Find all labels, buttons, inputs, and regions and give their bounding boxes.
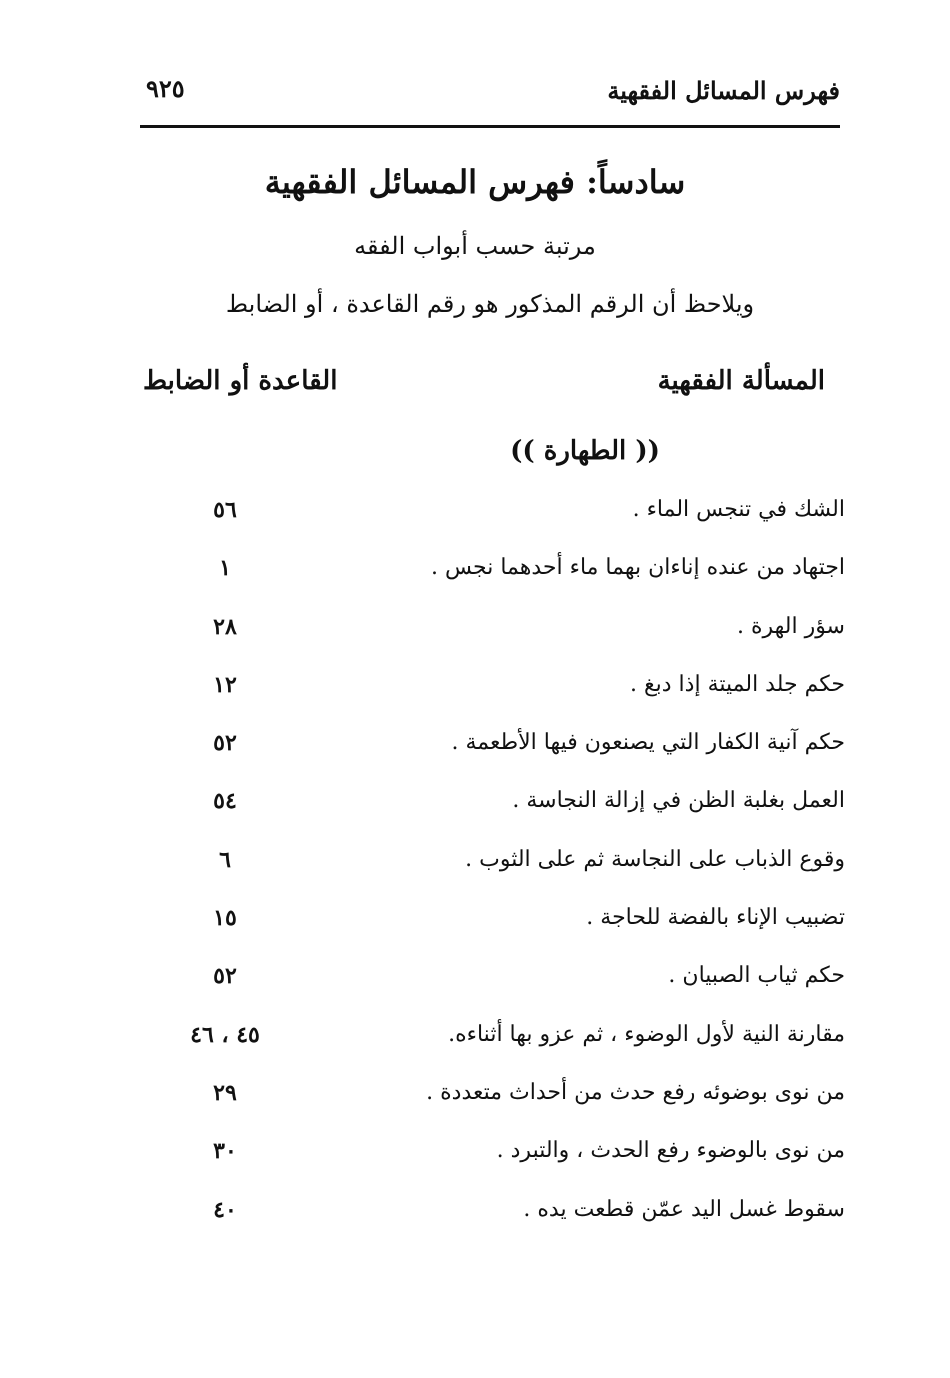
section-note: ويلاحظ أن الرقم المذكور هو رقم القاعدة ، أو الضابط [225, 290, 755, 318]
entry-rule-number: ٥٦ [213, 497, 237, 523]
index-entry-row [140, 610, 845, 668]
column-header-rule: القاعدة أو الضابط [143, 366, 338, 396]
entry-rule-number: ٥٢ [213, 730, 237, 757]
entry-rule-number: ١ [219, 555, 231, 582]
chapter-heading: (( الطهارة )) [510, 436, 660, 466]
entry-issue: من نوى بالوضوء رفع الحدث ، والتبرد . [496, 1138, 845, 1164]
running-header [140, 72, 840, 116]
column-header-issue: المسألة الفقهية [657, 366, 825, 396]
running-title: فهرس المسائل الفقهية [607, 76, 840, 105]
entry-issue: وقوع الذباب على النجاسة ثم على الثوب . [465, 846, 845, 872]
entry-rule-number: ٣٠ [213, 1138, 237, 1165]
entry-issue: سقوط غسل اليد عمّن قطعت يده . [523, 1196, 845, 1222]
index-entry-row [140, 1018, 845, 1076]
index-entry-row [140, 1076, 845, 1134]
index-entry-row [140, 843, 845, 901]
entry-issue: العمل بغلبة الظن في إزالة النجاسة . [512, 788, 845, 814]
entry-rule-number: ١٢ [213, 671, 237, 698]
page-number: ٩٢٥ [146, 74, 185, 103]
index-entry-row [140, 1193, 845, 1251]
index-entry-row [140, 784, 845, 842]
entry-rule-number: ٢٩ [213, 1079, 237, 1106]
index-entry-row [140, 1134, 845, 1192]
entry-issue: مقارنة النية لأول الوضوء ، ثم عزو بها أثناءه. [448, 1021, 845, 1047]
index-entry-row [140, 726, 845, 784]
entry-issue: الشك في تنجس الماء . [632, 497, 845, 522]
index-entries [140, 493, 845, 1251]
index-entry-row [140, 901, 845, 959]
entry-rule-number: ٥٢ [213, 963, 237, 990]
entry-rule-number: ٥٤ [213, 788, 237, 815]
entry-rule-number: ٢٨ [213, 613, 237, 640]
entry-rule-number: ٦ [219, 846, 231, 873]
entry-issue: حكم ثياب الصبيان . [668, 963, 845, 989]
header-divider [140, 125, 840, 128]
entry-rule-number: ١٥ [213, 905, 237, 932]
entry-rule-number: ٤٥ ، ٤٦ [190, 1021, 260, 1048]
entry-rule-number: ٤٠ [213, 1196, 237, 1223]
section-subtitle: مرتبة حسب أبواب الفقه [354, 232, 596, 260]
index-entry-row [140, 959, 845, 1017]
entry-issue: سؤر الهرة . [736, 613, 845, 639]
section-title: سادساً: فهرس المسائل الفقهية [264, 163, 686, 201]
entry-issue: تضبيب الإناء بالفضة للحاجة . [586, 905, 845, 931]
index-entry-row [140, 668, 845, 726]
entry-issue: من نوى بوضوئه رفع حدث من أحداث متعددة . [426, 1079, 845, 1105]
index-entry-row [140, 493, 845, 551]
entry-issue: حكم جلد الميتة إذا دبغ . [629, 671, 845, 697]
index-entry-row [140, 551, 845, 609]
entry-issue: حكم آنية الكفار التي يصنعون فيها الأطعمة . [451, 730, 845, 756]
entry-issue: اجتهاد من عنده إناءان بهما ماء أحدهما نجس . [430, 555, 845, 581]
